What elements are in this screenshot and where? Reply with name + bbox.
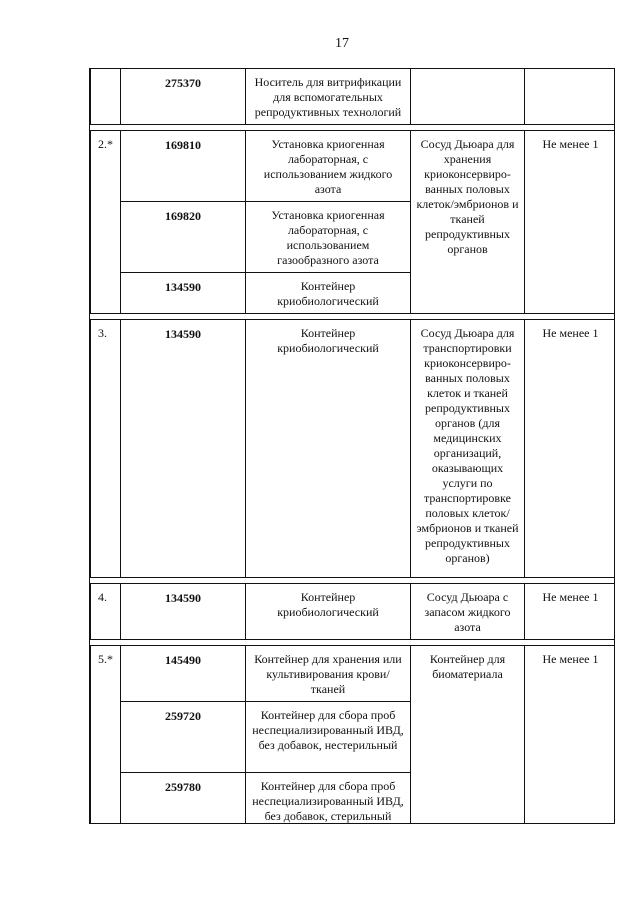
item-vessel: Контейнер для биоматериала [411, 646, 525, 825]
row-number: 5.* [91, 646, 121, 825]
item-code: 145490 [121, 646, 246, 702]
row-number [91, 69, 121, 125]
table-row [91, 131, 616, 202]
item-quantity: Не менее 1 [525, 320, 616, 578]
item-quantity: Не менее 1 [525, 646, 616, 825]
item-description: Носитель для витрификации для вспомогательных репродуктивных технологий [246, 69, 411, 125]
item-code: 134590 [121, 584, 246, 640]
item-code: 259720 [121, 702, 246, 773]
item-code: 169820 [121, 202, 246, 273]
item-description: Установка криогенная лабораторная, с использованием газообразного азота [246, 202, 411, 273]
equipment-table [89, 68, 615, 824]
row-number: 2.* [91, 131, 121, 314]
item-vessel: Сосуд Дьюара с запасом жидкого азота [411, 584, 525, 640]
row-number: 3. [91, 320, 121, 578]
item-quantity: Не менее 1 [525, 131, 616, 314]
table-row [91, 69, 616, 125]
item-code: 259780 [121, 773, 246, 825]
table-row [91, 584, 616, 640]
item-description: Контейнер криобиологический [246, 584, 411, 640]
table-row [91, 646, 616, 702]
equipment-table-grid [90, 68, 615, 824]
item-quantity: Не менее 1 [525, 584, 616, 640]
page-number: 17 [335, 36, 349, 51]
table-row [91, 320, 616, 578]
item-description: Контейнер криобиологический [246, 320, 411, 578]
item-quantity [525, 69, 616, 125]
item-description: Установка криогенная лабораторная, с использованием жидкого азота [246, 131, 411, 202]
item-code: 275370 [121, 69, 246, 125]
item-description: Контейнер для сбора проб неспециализированный ИВД, без добавок, нестерильный [246, 702, 411, 773]
row-number: 4. [91, 584, 121, 640]
item-vessel [411, 69, 525, 125]
item-code: 134590 [121, 273, 246, 314]
item-vessel: Сосуд Дьюара для хранения криоконсервиро-ванных половых клеток/эмбрионов и тканей репродуктивных органов [411, 131, 525, 314]
item-code: 169810 [121, 131, 246, 202]
item-description: Контейнер для сбора проб неспециализированный ИВД, без добавок, стерильный [246, 773, 411, 825]
item-description: Контейнер для хранения или культивирования крови/тканей [246, 646, 411, 702]
item-vessel: Сосуд Дьюара для транспортировки криоконсервиро-ванных половых клеток и тканей репродуктивных органов (для медицинских организаций, оказывающих услуги по транспортировке половых клеток/эмбрионов и тканей репродуктивных органов) [411, 320, 525, 578]
item-description: Контейнер криобиологический [246, 273, 411, 314]
item-code: 134590 [121, 320, 246, 578]
